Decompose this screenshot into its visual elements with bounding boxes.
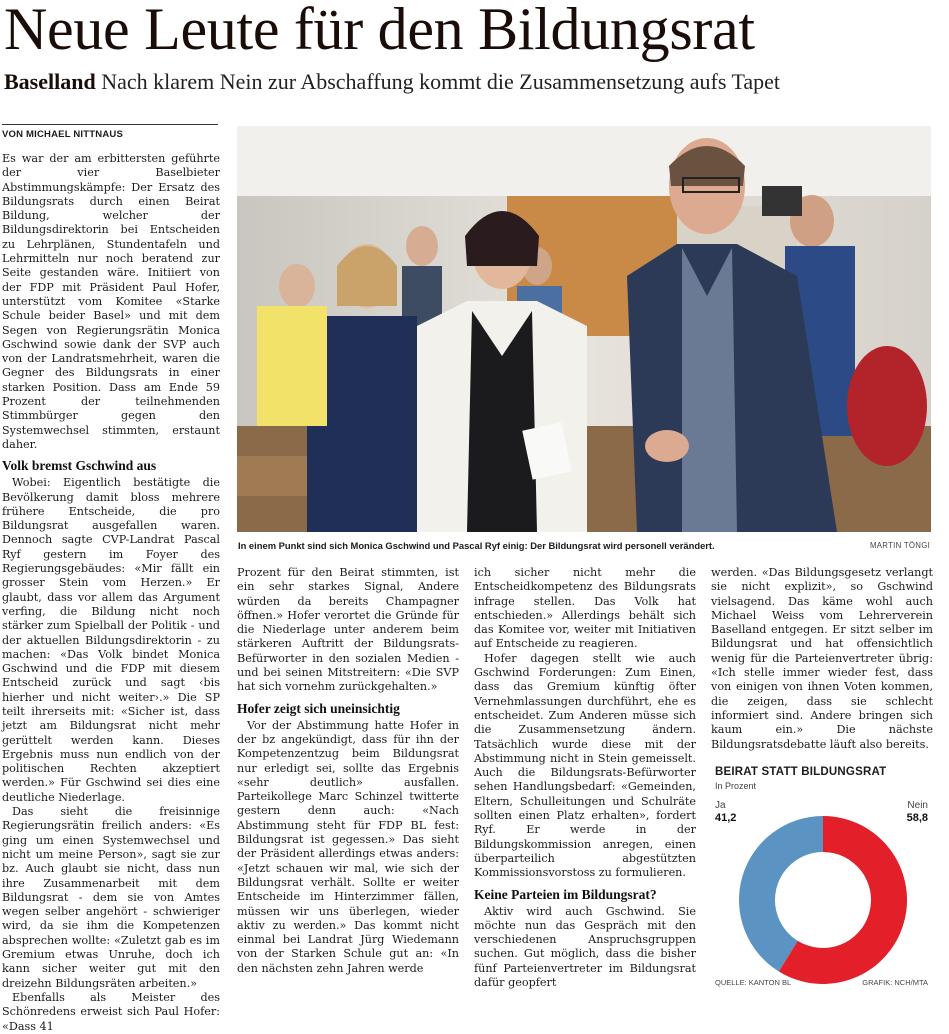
photo-caption: In einem Punkt sind sich Monica Gschwind und Pascal Ryf einig: Der Bildungsrat wird personell verändert.: [238, 540, 715, 551]
photo: [237, 126, 931, 532]
article-column-4: [711, 566, 933, 752]
donut-svg: [711, 796, 936, 986]
paragraph: Hofer dagegen stellt wie auch Gschwind Forderungen: Zum Einen, dass das Gremium künftig öfter Vernehmlassungen durchführt, ehe es entscheidet. Zum Anderen müsse sich die Zusammensetzung ändern. Tatsächlich wurde diese mit der Abstimmung nicht in Stein gemeisselt. Auch die Bildungsrats-Befürworter sehen Handlungsbedarf: «Gemeinden, Eltern, Schulleitungen und Schulräte sollten einen Platz erhalten», fordert Ryf. Er werde in der Bildungskommission anregen, einen überparteilich abgestützten Kommissionsvorstoss zu formulieren.: [474, 651, 696, 880]
paragraph: Das sieht die freisinnige Regierungsrätin freilich anders: «Es ging um einen Systemwechsel und nicht um meine Person», sagt sie zur bz. Auch glaubt sie nicht, dass nun ihre Zusammenarbeit mit dem Bildungsrat - dem sie von Amtes wegen selber angehört - schwieriger wird, da sie ihm die Kompetenzen absprechen wollte: «Zuletzt gab es im Gremium etwas Unruhe, doch ich kann sicher weiter gut mit den dreizehn Bildungsräten arbeiten.»: [2, 805, 220, 990]
headline: Neue Leute für den Bildungsrat: [4, 0, 755, 62]
byline: VON MICHAEL NITTNAUS: [2, 124, 218, 140]
paragraph: Es war der am erbittersten geführte der vier Baselbieter Abstimmungskämpfe: Der Ersatz des Bildungsrats durch einen Beirat Bildung, welcher der Bildungsdirektorin bei Entscheiden zu Lehrplänen, Stundentafeln und Lehrmitteln nur noch beratend zur Seite gestanden wäre. Initiiert von der FDP mit Präsident Paul Hofer, unterstützt vom Komitee «Starke Schule beider Basel» und mit dem Segen von Regierungsrätin Monica Gschwind sowie dank der SVP auch von der Landratsmehrheit, waren die Gegner des Bildungsrats in einer starken Position. Dass am Ende 59 Prozent der teilnehmenden Stimmbürger gegen den Systemwechsel stimmten, erstaunt daher.: [2, 152, 220, 451]
paragraph: Vor der Abstimmung hatte Hofer in der bz angekündigt, dass für ihn der Kompetenzentzug beim Bildungsrat nur erledigt sei, sollte das Ergebnis «sehr deutlich» ausfallen. Parteikollege Marc Schinzel twitterte gestern denn auch: «Nach Abstimmung steht für FDP BL fest: Bildungsrat ist gegessen.» Das sieht der Präsident allerdings etwas anders: «Jetzt schauen wir mal, wie sich der Bildungsrat verhält. Sollte er weiter Entscheide im Hinterzimmer fällen, müssen wir uns überlegen, wieder aktiv zu werden.» Das kommt nicht einmal bei Landrat Jürg Wiedemann von der Starken Schule gut an: «In den nächsten zehn Jahren werde: [237, 718, 459, 975]
label-ja: Ja: [715, 800, 726, 811]
chart-subtitle: In Prozent: [715, 781, 757, 791]
chart-title: BEIRAT STATT BILDUNGSRAT: [715, 766, 887, 778]
chart-source: QUELLE: KANTON BL: [715, 978, 792, 987]
article-column-2: [237, 566, 459, 976]
subhead: [4, 68, 944, 96]
section-heading: Keine Parteien im Bildungsrat?: [474, 886, 657, 902]
value-ja: 41,2: [715, 812, 737, 824]
paragraph: Aktiv wird auch Gschwind. Sie möchte nun das Gespräch mit den verschiedenen Anspruchsgruppen suchen. Gut möglich, dass die bisher fünf Parteienvertreter im Bildungsrat dafür geopfert: [474, 904, 696, 990]
section-heading: Hofer zeigt sich uneinsichtig: [237, 700, 400, 716]
article-column-1: [2, 152, 220, 1034]
chart-credit: GRAFIK: NCH/MTA: [862, 978, 928, 987]
paragraph: Ebenfalls als Meister des Schönredens erweist sich Paul Hofer: «Dass 41: [2, 990, 220, 1033]
donut-chart: [711, 766, 936, 998]
section-heading: Volk bremst Gschwind aus: [2, 458, 157, 474]
photo-illustration: [237, 126, 931, 532]
label-nein: Nein: [907, 800, 928, 811]
paragraph: werden. «Das Bildungsgesetz verlangt sie nicht explizit», so Gschwind vielsagend. Das käme wohl auch Michael Weiss vom Lehrerverein Baselland entgegen. Er sitzt selber im Bildungsrat und hat offensichtlich wenig für die Parteienvertreter übrig: «Ich stelle immer wieder fest, dass von einigen von ihnen Voten kommen, die zeigen, dass sie schlecht informiert sind. Andere bringen sich kaum ein.» Die nächste Bildungsratsdebatte läuft also bereits.: [711, 566, 933, 751]
article-column-3: [474, 566, 696, 990]
value-nein: 58,8: [906, 812, 928, 824]
subhead-kicker: Baselland: [4, 69, 96, 94]
paragraph: ich sicher nicht mehr die Entscheidkompetenz des Bildungsrats infrage stellen. Das Volk hat entschieden.» Allerdings behält sich das Komitee vor, weiter mit Initiativen auf Entscheide zu reagieren.: [474, 566, 696, 651]
subhead-text: Nach klarem Nein zur Abschaffung kommt die Zusammensetzung aufs Tapet: [101, 69, 781, 94]
paragraph: Prozent für den Beirat stimmten, ist ein sehr starkes Signal, Andere würden da bereits Champagner öffnen.» Hofer verortet die Gründe für die Niederlage unter anderem beim stärkeren Auftritt der Bildungsrats-Befürworter in den sozialen Medien - und bei seinen Mitstreitern: «Die SVP hat sich vornehm zurückgehalten.»: [237, 566, 459, 694]
paragraph: Wobei: Eigentlich bestätigte die Bevölkerung damit bloss mehrere frühere Entscheide, die pro Bildungsrat ausgefallen waren. Dennoch sagte CVP-Landrat Pascal Ryf gestern im Foyer des Regierungsgebäudes: «Mir fällt ein grosser Stein vom Herzen.» Er glaubt, dass vor allem das Argument verfing, die Bildung nicht noch stärker zum Spielball der Politik - und der aktuellen Bildungsdirektorin - zu machen: «Das Volk bindet Monica Gschwind und die FDP mit diesem Entscheid zurück und sagt ‹bis hierher und nicht weiter›.» Die SP teilt ihrerseits mit: «Sicher ist, dass jetzt am Bildungsrat nicht mehr gerüttelt werden kann. Dieses Ergebnis muss nun endlich von der politischen Rechten akzeptiert werden.» Für Gschwind sei dies eine deutliche Niederlage.: [2, 476, 220, 804]
photo-credit: MARTIN TÖNGI: [870, 541, 931, 550]
